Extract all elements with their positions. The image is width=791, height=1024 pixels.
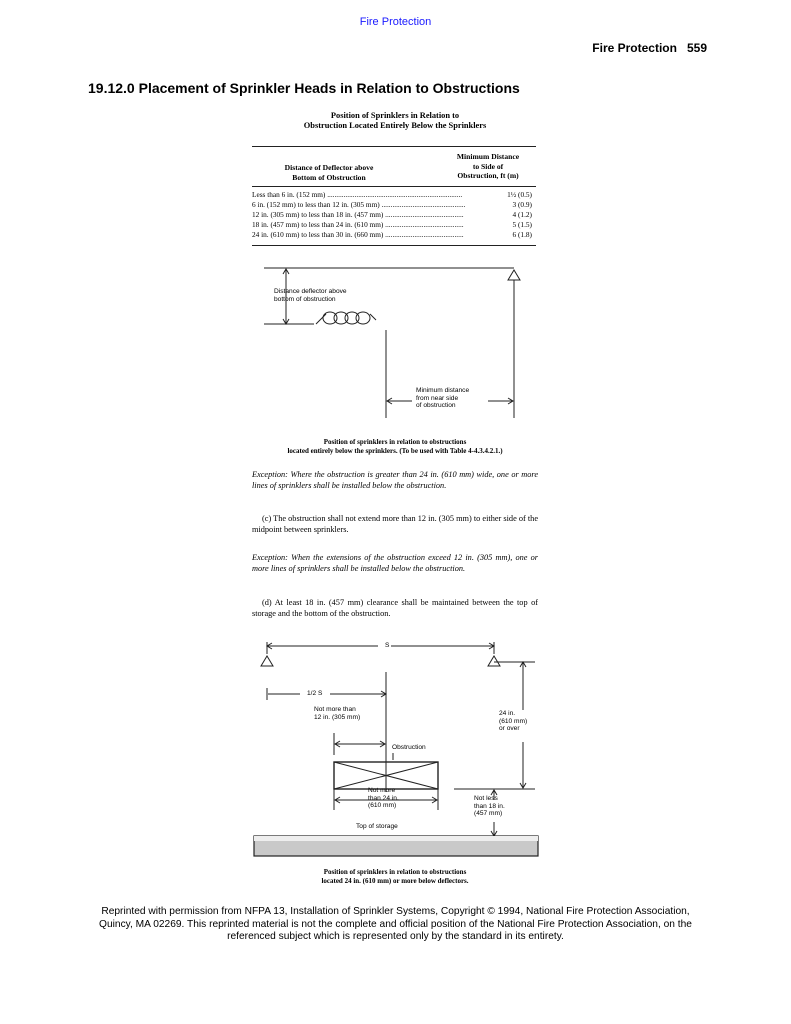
row-min-distance: 6 (1.8) <box>512 230 532 239</box>
label-line: than 18 in. <box>474 802 505 810</box>
table-bottom-rule <box>252 245 536 246</box>
row-min-distance: 3 (0.9) <box>512 200 532 209</box>
label-line: bottom of obstruction <box>274 295 336 303</box>
label-spacing-s: S <box>385 642 390 649</box>
label-line: (610 mm) <box>499 717 528 725</box>
caption-line: located entirely below the sprinklers. (To be used with Table 4-4.3.4.2.1.) <box>287 447 503 455</box>
label-line: (457 mm) <box>474 810 503 818</box>
table-row <box>252 190 536 199</box>
table-row <box>252 230 536 239</box>
label-line: (610 mm) <box>368 802 397 810</box>
label-half-s: 1/2 S <box>307 690 323 697</box>
label-line: 12 in. (305 mm) <box>314 713 361 721</box>
sprinkler-head-right-icon <box>488 656 500 666</box>
label-line: Not less <box>474 795 498 802</box>
row-distance: Less than 6 in. (152 mm) .......................................................................... <box>252 190 463 199</box>
page-number: 559 <box>686 41 707 55</box>
label-line: 24 in. <box>499 710 516 717</box>
caption-line: Position of sprinklers in relation to obstructions <box>323 438 467 446</box>
label-line: Not more <box>368 787 396 794</box>
label-line: than 24 in. <box>368 794 399 802</box>
reprint-line: Quincy, MA 02269. This reprinted material is not the complete and official position of the National Fire Protection Association, on the <box>99 918 692 930</box>
sprinkler-head-icon <box>508 270 520 280</box>
figure1-diagram <box>250 258 540 428</box>
sprinkler-head-left-icon <box>261 656 273 666</box>
header-line: Minimum Distance <box>456 152 520 161</box>
label-line: Minimum distance <box>416 387 470 394</box>
label-24-in <box>499 710 527 733</box>
header-line: Bottom of Obstruction <box>292 172 366 182</box>
table-row <box>252 200 536 209</box>
running-header <box>592 41 707 55</box>
reprint-notice <box>80 906 711 944</box>
figure2-caption <box>250 868 540 886</box>
reprint-line: referenced subject which is represented only by the standard in its entirety. <box>227 931 564 943</box>
caption-line: located 24 in. (610 mm) or more below deflectors. <box>321 877 469 885</box>
row-distance: 6 in. (152 mm) to less than 12 in. (305 mm) .............................................. <box>252 200 466 209</box>
table-top-rule <box>252 146 536 147</box>
label-not-more-24 <box>368 787 399 810</box>
table-row <box>252 220 536 229</box>
row-min-distance: 4 (1.2) <box>512 210 532 219</box>
label-not-more-12 <box>314 706 360 721</box>
exception-paragraph: Exception: When the extensions of the obstruction exceed 12 in. (305 mm), one or more lines of sprinklers shall be installed below the obstruction. <box>252 553 538 574</box>
table-row <box>252 210 536 219</box>
figure1-caption <box>250 438 540 456</box>
reprint-line: Reprinted with permission from NFPA 13, Installation of Sprinkler Systems, Copyright © 1994, National Fire Protection Association, <box>101 906 690 917</box>
table-title-line: Obstruction Located Entirely Below the Sprinklers <box>303 121 487 130</box>
label-minimum-distance <box>416 387 469 410</box>
table-title <box>250 111 540 131</box>
label-not-less-18 <box>474 795 505 818</box>
label-line: Distance deflector above <box>274 288 347 295</box>
storage-block-top-highlight <box>254 836 538 841</box>
label-top-of-storage: Top of storage <box>356 823 398 830</box>
header-line: Distance of Deflector above <box>284 163 374 172</box>
obstruction-coils <box>316 312 376 324</box>
item-c-paragraph: (c) The obstruction shall not extend more than 12 in. (305 mm) to either side of the midpoint between sprinklers. <box>252 514 538 535</box>
label-line: from near side <box>416 394 459 402</box>
label-deflector-distance <box>274 288 347 303</box>
running-title: Fire Protection <box>592 41 677 55</box>
caption-line: Position of sprinklers in relation to obstructions <box>323 868 467 876</box>
top-nav-link[interactable]: Fire Protection <box>359 16 432 28</box>
section-title: 19.12.0 Placement of Sprinkler Heads in Relation to Obstructions <box>88 80 520 96</box>
label-line: Not more than <box>314 706 356 713</box>
header-line: to Side of <box>472 161 504 171</box>
row-distance: 12 in. (305 mm) to less than 18 in. (457 mm) ........................................... <box>252 210 464 219</box>
label-obstruction: Obstruction <box>392 744 426 751</box>
row-min-distance: 1½ (0.5) <box>507 190 532 199</box>
row-distance: 18 in. (457 mm) to less than 24 in. (610 mm) ........................................... <box>252 220 464 229</box>
table-header-rule <box>252 186 536 187</box>
label-line: of obstruction <box>416 402 456 410</box>
row-distance: 24 in. (610 mm) to less than 30 in. (660 mm) ........................................... <box>252 230 464 239</box>
item-d-paragraph: (d) At least 18 in. (457 mm) clearance shall be maintained between the top of storage and the bottom of the obstruction. <box>252 598 538 619</box>
scanned-figure <box>250 108 540 888</box>
row-min-distance: 5 (1.5) <box>512 220 532 229</box>
exception-paragraph: Exception: Where the obstruction is greater than 24 in. (610 mm) wide, one or more lines of sprinklers shall be installed below the obstruction. <box>252 470 538 491</box>
table-title-line: Position of Sprinklers in Relation to <box>330 111 460 120</box>
table-col2-header <box>440 152 536 181</box>
header-line: Obstruction, ft (m) <box>457 171 519 180</box>
table-col1-header <box>264 163 394 182</box>
label-line: or over <box>499 725 520 733</box>
